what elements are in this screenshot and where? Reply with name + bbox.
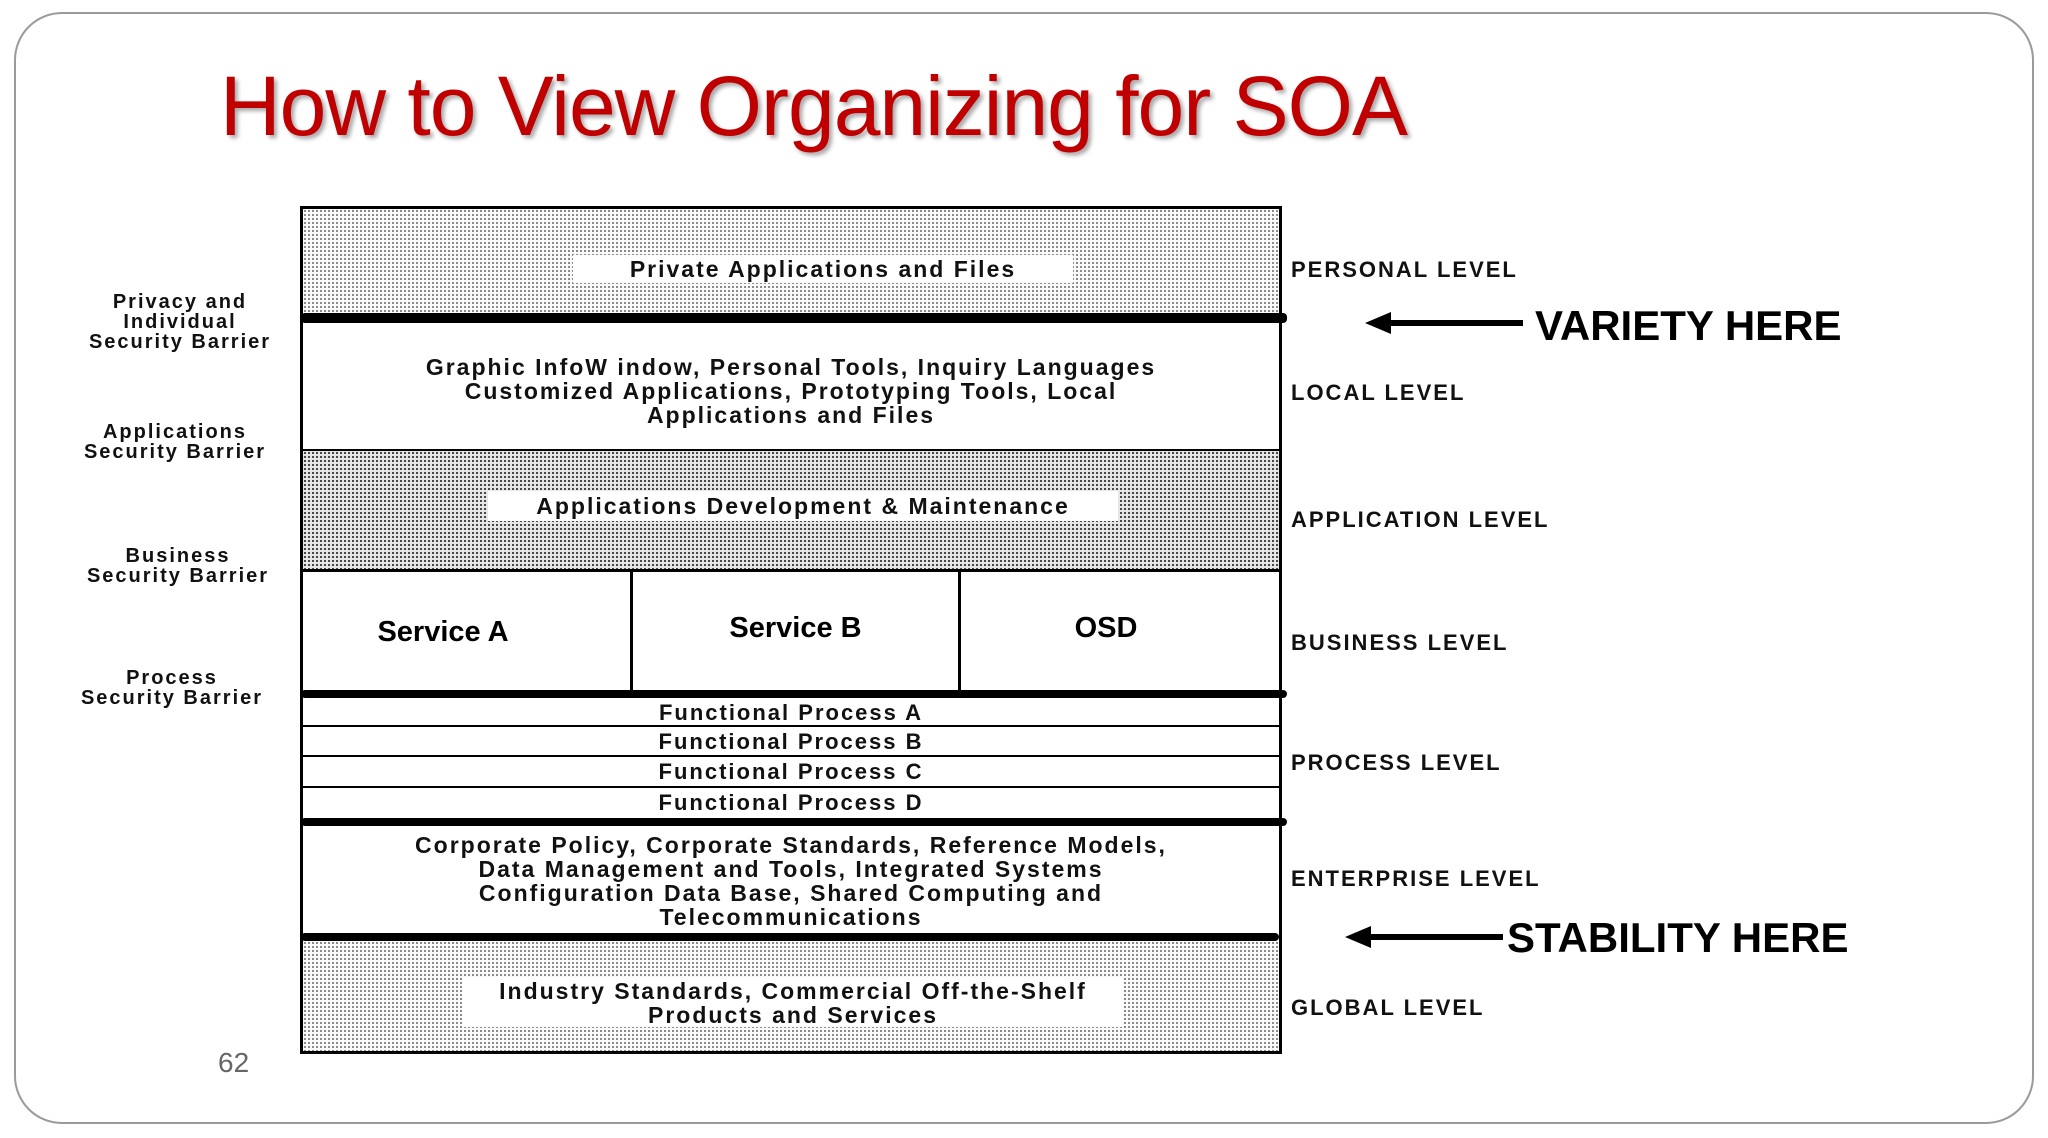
service-a-label: Service A [377,616,509,648]
level-personal: PERSONAL LEVEL [1291,257,1518,282]
stability-arrow-icon [1345,922,1505,952]
global-box-line-2: Products and Services [648,1002,938,1028]
functional-process-a: Functional Process A [658,700,924,725]
page-number: 62 [218,1047,250,1078]
barrier-privacy [60,292,300,352]
barrier-applications-line-2: Security Barrier [83,441,267,463]
barrier-process-line-2: Security Barrier [80,687,264,709]
variety-arrow-icon [1365,308,1525,338]
personal-band [303,209,1279,317]
service-b-label: Service B [729,612,862,644]
level-process: PROCESS LEVEL [1291,750,1502,775]
functional-process-b: Functional Process B [658,729,924,754]
level-global: GLOBAL LEVEL [1291,995,1485,1020]
local-box-line-2: Customized Applications, Prototyping Tools, Local [464,378,1118,404]
barrier-privacy-line-1: Privacy and [112,291,248,313]
local-box-line-1: Graphic InfoW indow, Personal Tools, Inquiry Languages [425,354,1157,380]
stability-callout: STABILITY HERE [1507,914,1849,961]
business-band [303,572,1279,691]
variety-callout: VARIETY HERE [1535,302,1842,349]
barrier-privacy-line-2: Individual [123,311,237,333]
global-box [463,977,1123,1027]
global-band [303,941,1279,1051]
enterprise-box-line-4: Telecommunications [659,904,923,930]
privacy-barrier-line [301,313,1287,323]
enterprise-band [303,826,1279,938]
global-barrier-line [301,933,1279,941]
barrier-business-line-2: Security Barrier [86,565,270,587]
soa-layer-diagram [300,206,1282,1054]
enterprise-box-line-1: Corporate Policy, Corporate Standards, Reference Models, [415,832,1167,858]
enterprise-barrier-line [301,818,1287,826]
local-band [303,323,1279,449]
barrier-applications-line-1: Applications [102,421,247,443]
level-application: APPLICATION LEVEL [1291,507,1550,532]
slide-title: How to View Organizing for SOA [220,59,1407,153]
barrier-applications [55,422,295,462]
barrier-process-line-1: Process [126,667,218,689]
barrier-business [58,546,298,586]
level-enterprise: ENTERPRISE LEVEL [1291,866,1541,891]
enterprise-box-line-2: Data Management and Tools, Integrated Systems [478,856,1104,882]
application-box-label: Applications Development & Maintenance [488,491,1118,521]
barrier-business-line-1: Business [125,545,231,567]
functional-process-d: Functional Process D [658,790,924,815]
level-business: BUSINESS LEVEL [1291,630,1509,655]
application-band [303,451,1279,569]
osd-label: OSD [1074,612,1138,644]
functional-process-c: Functional Process C [658,759,924,784]
level-local: LOCAL LEVEL [1291,380,1466,405]
personal-box-label: Private Applications and Files [573,255,1073,283]
barrier-privacy-line-3: Security Barrier [88,331,272,353]
barrier-process [52,668,292,708]
local-box-line-3: Applications and Files [646,402,936,428]
enterprise-box-line-3: Configuration Data Base, Shared Computing and [478,880,1104,906]
process-barrier-line [301,690,1287,698]
global-box-line-1: Industry Standards, Commercial Off-the-Shelf [499,978,1087,1004]
